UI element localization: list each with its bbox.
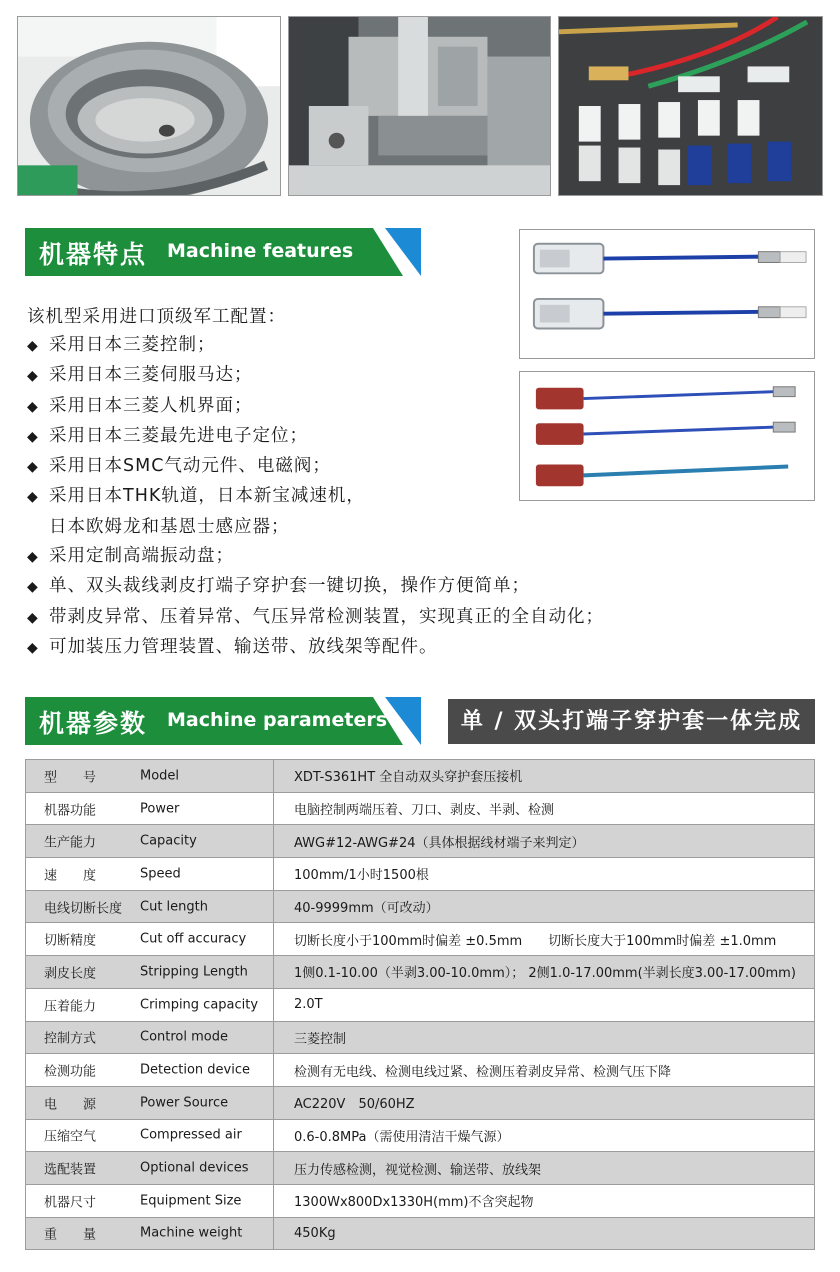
param-label-en: Model — [140, 768, 180, 784]
features-title-en: Machine features — [167, 240, 354, 262]
param-value: 0.6-0.8MPa（需使用清洁干燥气源） — [274, 1119, 815, 1152]
param-label-cell — [26, 1152, 274, 1185]
param-label-en: Control mode — [140, 1029, 228, 1045]
features-list — [27, 331, 604, 663]
table-row — [26, 1086, 815, 1119]
param-label-en: Power — [140, 801, 180, 817]
param-value: 切断长度小于100mm时偏差 ±0.5mm 切断长度大于100mm时偏差 ±1.0mm — [274, 923, 815, 956]
param-label-cn: 压缩空气 — [44, 1129, 97, 1145]
parameters-banner: 单 / 双头打端子穿护套一体完成 — [448, 699, 815, 744]
parameters-section-header — [25, 697, 421, 745]
feature-item-text: 采用日本三菱控制； — [49, 335, 216, 355]
table-row — [26, 1119, 815, 1152]
parameters-table — [25, 759, 815, 1250]
param-label-cell — [26, 988, 274, 1021]
param-label-cn: 重 量 — [44, 1227, 97, 1243]
param-label-cn: 选配装置 — [44, 1162, 97, 1178]
feature-item — [27, 603, 604, 633]
table-row — [26, 988, 815, 1021]
param-value: 40-9999mm（可改动） — [274, 890, 815, 923]
param-label-cell — [26, 956, 274, 989]
param-label-en: Power Source — [140, 1095, 229, 1111]
param-value: 检测有无电线、检测电线过紧、检测压着剥皮异常、检测气压下降 — [274, 1054, 815, 1087]
param-label-en: Detection device — [140, 1062, 250, 1078]
param-label-cn: 机器功能 — [44, 803, 97, 819]
feature-item — [27, 331, 604, 361]
param-label-cn: 切断精度 — [44, 933, 97, 949]
diamond-bullet-icon: ◆ — [27, 579, 39, 596]
param-label-en: Machine weight — [140, 1225, 243, 1241]
feature-item-text: 采用日本SMC气动元件、电磁阀； — [49, 456, 331, 477]
param-label-cn: 型 号 — [44, 770, 97, 786]
param-value: 450Kg — [274, 1217, 815, 1250]
param-label-cell — [26, 1119, 274, 1152]
feature-item-text: 采用日本三菱最先进电子定位； — [49, 425, 308, 446]
diamond-bullet-icon: ◆ — [27, 398, 39, 415]
param-label-en: Cut length — [140, 899, 208, 915]
table-row — [26, 1021, 815, 1054]
feature-item-text: 采用日本THK轨道，日本新宝减速机， — [49, 486, 365, 507]
param-value: 电脑控制两端压着、刀口、剥皮、半剥、检测 — [274, 792, 815, 825]
features-title-cn: 机器特点 — [39, 240, 148, 269]
param-label-cell — [26, 1184, 274, 1217]
features-intro-text: 该机型采用进口顶级军工配置： — [27, 307, 286, 327]
param-value: 三菱控制 — [274, 1021, 815, 1054]
feature-item — [27, 542, 604, 572]
diamond-bullet-icon: ◆ — [27, 459, 39, 476]
param-label-cell — [26, 858, 274, 891]
diamond-bullet-icon: ◆ — [27, 368, 39, 385]
feature-item — [27, 633, 604, 663]
param-label-cell — [26, 1054, 274, 1087]
table-row — [26, 956, 815, 989]
table-row — [26, 890, 815, 923]
param-value: 2.0T — [274, 988, 815, 1021]
param-label-cn: 控制方式 — [44, 1031, 97, 1047]
param-label-en: Optional devices — [140, 1160, 249, 1176]
param-label-en: Compressed air — [140, 1127, 242, 1143]
param-label-cn: 压着能力 — [44, 999, 97, 1015]
vibration-bowl-feeder-photo — [17, 16, 281, 196]
param-label-cn: 电 源 — [44, 1097, 97, 1113]
features-section-header — [25, 228, 421, 276]
param-label-cell — [26, 760, 274, 793]
param-label-cell — [26, 923, 274, 956]
param-label-en: Capacity — [140, 833, 197, 849]
param-label-cell — [26, 1217, 274, 1250]
param-label-cell — [26, 825, 274, 858]
param-label-cn: 速 度 — [44, 868, 97, 884]
param-label-cell — [26, 792, 274, 825]
diamond-bullet-icon: ◆ — [27, 639, 39, 656]
feature-item-text: 采用日本三菱人机界面； — [49, 395, 253, 416]
param-value: 1侧0.1-10.00（半剥3.00-10.0mm）； 2侧1.0-17.00mm(半剥长度3.00-17.00mm) — [274, 956, 815, 989]
table-row — [26, 760, 815, 793]
param-value: AC220V 50/60HZ — [274, 1086, 815, 1119]
param-label-cn: 生产能力 — [44, 835, 97, 851]
param-value: 1300Wx800Dx1330H(mm)不含突起物 — [274, 1184, 815, 1217]
diamond-bullet-icon: ◆ — [27, 489, 39, 506]
param-label-en: Stripping Length — [140, 964, 248, 980]
table-row — [26, 1152, 815, 1185]
feature-item-text: 单、双头裁线剥皮打端子穿护套一键切换，操作方便简单； — [49, 576, 530, 597]
param-label-cn: 电线切断长度 — [44, 901, 123, 917]
param-label-en: Speed — [140, 866, 181, 882]
feature-item — [27, 482, 604, 542]
param-label-en: Cut off accuracy — [140, 931, 247, 947]
parameters-title-cn: 机器参数 — [39, 709, 148, 738]
param-value: AWG#12-AWG#24（具体根据线材端子来判定） — [274, 825, 815, 858]
feature-item — [27, 422, 604, 452]
param-value: 100mm/1小时1500根 — [274, 858, 815, 891]
table-row — [26, 1054, 815, 1087]
param-label-en: Equipment Size — [140, 1193, 242, 1209]
param-value: 压力传感检测，视觉检测、输送带、放线架 — [274, 1152, 815, 1185]
red-sleeve-blue-wire-product-photo — [519, 371, 815, 501]
diamond-bullet-icon: ◆ — [27, 338, 39, 354]
feature-item — [27, 361, 604, 391]
param-label-cn: 机器尺寸 — [44, 1195, 97, 1211]
param-label-cell — [26, 890, 274, 923]
diamond-bullet-icon: ◆ — [27, 609, 39, 626]
feature-item-text: 可加装压力管理装置、输送带、放线架等配件。 — [49, 636, 438, 657]
feature-item-text: 采用日本三菱伺服马达； — [49, 365, 253, 386]
table-row — [26, 923, 815, 956]
diamond-bullet-icon: ◆ — [27, 549, 39, 566]
feature-item — [27, 392, 604, 422]
parameters-title-en: Machine parameters — [167, 709, 388, 731]
crimping-machine-mechanism-photo — [288, 16, 551, 196]
param-value: XDT-S361HT 全自动双头穿护套压接机 — [274, 760, 815, 793]
param-label-cell — [26, 1086, 274, 1119]
table-row — [26, 1184, 815, 1217]
clear-sleeve-blue-wire-product-photo — [519, 229, 815, 359]
table-row — [26, 858, 815, 891]
param-label-en: Crimping capacity — [140, 997, 259, 1013]
param-label-cn: 剥皮长度 — [44, 966, 97, 982]
table-row — [26, 792, 815, 825]
table-row — [26, 1217, 815, 1250]
diamond-bullet-icon: ◆ — [27, 428, 39, 445]
feature-item-text: 采用定制高端振动盘； — [49, 546, 234, 567]
param-label-cell — [26, 1021, 274, 1054]
terminals-and-insulation-sleeves-photo — [558, 16, 823, 196]
param-label-cn: 检测功能 — [44, 1064, 97, 1080]
feature-item — [27, 452, 604, 482]
feature-item — [27, 572, 604, 602]
feature-item-continuation: 日本欧姆龙和基恩士感应器； — [49, 516, 290, 537]
feature-item-text: 带剥皮异常、压着异常、气压异常检测装置，实现真正的全自动化； — [49, 606, 604, 627]
table-row — [26, 825, 815, 858]
